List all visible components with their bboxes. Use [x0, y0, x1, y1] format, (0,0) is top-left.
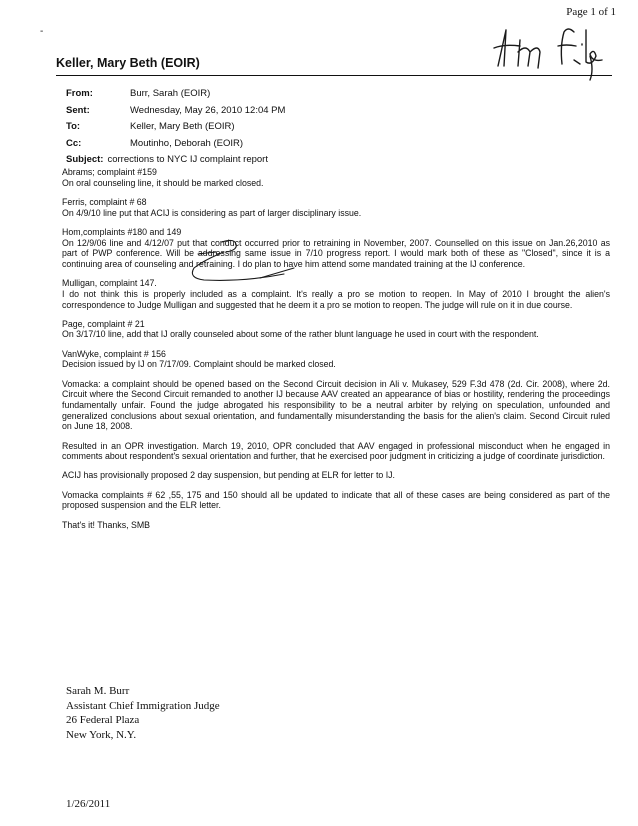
page-number: Page 1 of 1	[566, 6, 616, 18]
signature-name: Sarah M. Burr	[66, 685, 130, 697]
paragraph-mulligan	[62, 278, 610, 310]
paragraph-line: On oral counseling line, it should be marked closed.	[62, 177, 264, 188]
paragraph-line: Page, complaint # 21	[62, 318, 145, 329]
paragraph-opr	[62, 441, 610, 462]
footer-date: 1/26/2011	[66, 798, 111, 810]
paragraph-line: On 4/9/10 line put that ACIJ is considering as part of larger disciplinary issue.	[62, 207, 362, 218]
to-value: Keller, Mary Beth (EOIR)	[130, 121, 235, 132]
from-row	[66, 86, 285, 103]
to-label: To:	[66, 121, 81, 132]
paragraph-line: That's it! Thanks, SMB	[62, 519, 151, 530]
sent-row	[66, 103, 285, 120]
email-body	[62, 167, 610, 539]
email-header	[66, 86, 285, 169]
paragraph-page	[62, 319, 610, 340]
to-row	[66, 119, 285, 136]
paragraph-line: Hom,complaints #180 and 149	[62, 226, 182, 237]
paragraph-line: Mulligan, complaint 147.	[62, 278, 157, 289]
from-value: Burr, Sarah (EOIR)	[130, 88, 211, 99]
subject-label: Subject:	[66, 154, 104, 165]
paragraph-ferris	[62, 197, 610, 218]
paragraph-line: I do not think this is properly included as a complaint. It's really a pro se motion to reopen. In May of 2010 I brought the alien's correspondence to Judge Mulligan and suggested that he deem it a pro se motion to reopen. The judge will rule on it in due course.	[62, 288, 610, 310]
paragraph-vomacka-complaints	[62, 490, 610, 511]
subject-value: corrections to NYC IJ complaint report	[107, 154, 268, 165]
signature-city: New York, N.Y.	[66, 728, 137, 741]
top-mark: -	[40, 26, 44, 37]
cc-value: Moutinho, Deborah (EOIR)	[130, 137, 243, 149]
paragraph-vomacka	[62, 379, 610, 433]
paragraph-line: Vomacka: a complaint should be opened based on the Second Circuit decision in Ali v. Mukasey, 529 F.3d 478 (2d. Cir. 2008), where 2d. Circuit where the Second Circuit remanded to another IJ because AAV created an appearance of bias or hostility, rendering the proceedings fundamentally unfair. Found the judge abrogated his responsibility to be a neutral arbiter by relying on speculation, unfounded and generalized conclusions about sexual orientation, and fundamentally misunderstanding the basis for the alien's claim. Second Circuit ruled on June 18, 2008.	[62, 378, 610, 432]
paragraph-abrams	[62, 167, 610, 188]
paragraph-line: VanWyke, complaint # 156	[62, 348, 166, 359]
paragraph-line: Abrams; complaint #159	[62, 167, 157, 177]
handwritten-circle-mark	[164, 238, 314, 282]
paragraph-closing	[62, 520, 610, 531]
signature-address: 26 Federal Plaza	[66, 714, 140, 726]
cc-row	[66, 136, 285, 153]
heading-rule	[56, 75, 612, 76]
signature-title: Assistant Chief Immigration Judge	[66, 699, 220, 712]
sent-value: Wednesday, May 26, 2010 12:04 PM	[130, 104, 286, 116]
from-label: From:	[66, 88, 93, 99]
paragraph-line: Vomacka complaints # 62 ,55, 175 and 150 should all be updated to indicate that all of these cases are being considered as part of the proposed suspension and the ELR letter.	[62, 489, 610, 511]
paragraph-line: Resulted in an OPR investigation. March 19, 2010, OPR concluded that AAV engaged in professional misconduct when he engaged in comments about respondent's sexual orientation and further, that he exercised poor judgment in criticizing a judge of coordinate jurisdiction.	[62, 440, 610, 462]
paragraph-vanwyke	[62, 349, 610, 370]
paragraph-line: Ferris, complaint # 68	[62, 196, 147, 207]
paragraph-hom	[62, 227, 610, 270]
paragraph-line: On 3/17/10 line, add that IJ orally counseled about some of the rather blunt language he used in court with the respondent.	[62, 329, 539, 340]
signature-block	[66, 684, 220, 742]
paragraph-line: ACIJ has provisionally proposed 2 day suspension, but pending at ELR for letter to IJ.	[62, 470, 396, 481]
paragraph-line: On 12/9/06 line and 4/12/07 put that conduct occurred prior to retraining in November, 2007. Counselled on this issue on Jan.26,2010 as part of PWP conference. Will be addressing same issue in 7/10 progress report. I would mark both of these as "Closed", since it is a continuing area of counseling and retraining. I do plan to have him attend some mandated training at the IJ conference.	[62, 237, 610, 269]
paragraph-acij	[62, 470, 610, 481]
email-heading: Keller, Mary Beth (EOIR)	[56, 56, 200, 70]
paragraph-line: Decision issued by IJ on 7/17/09. Complaint should be marked closed.	[62, 359, 336, 370]
cc-label: Cc:	[66, 137, 82, 149]
sent-label: Sent:	[66, 104, 90, 116]
